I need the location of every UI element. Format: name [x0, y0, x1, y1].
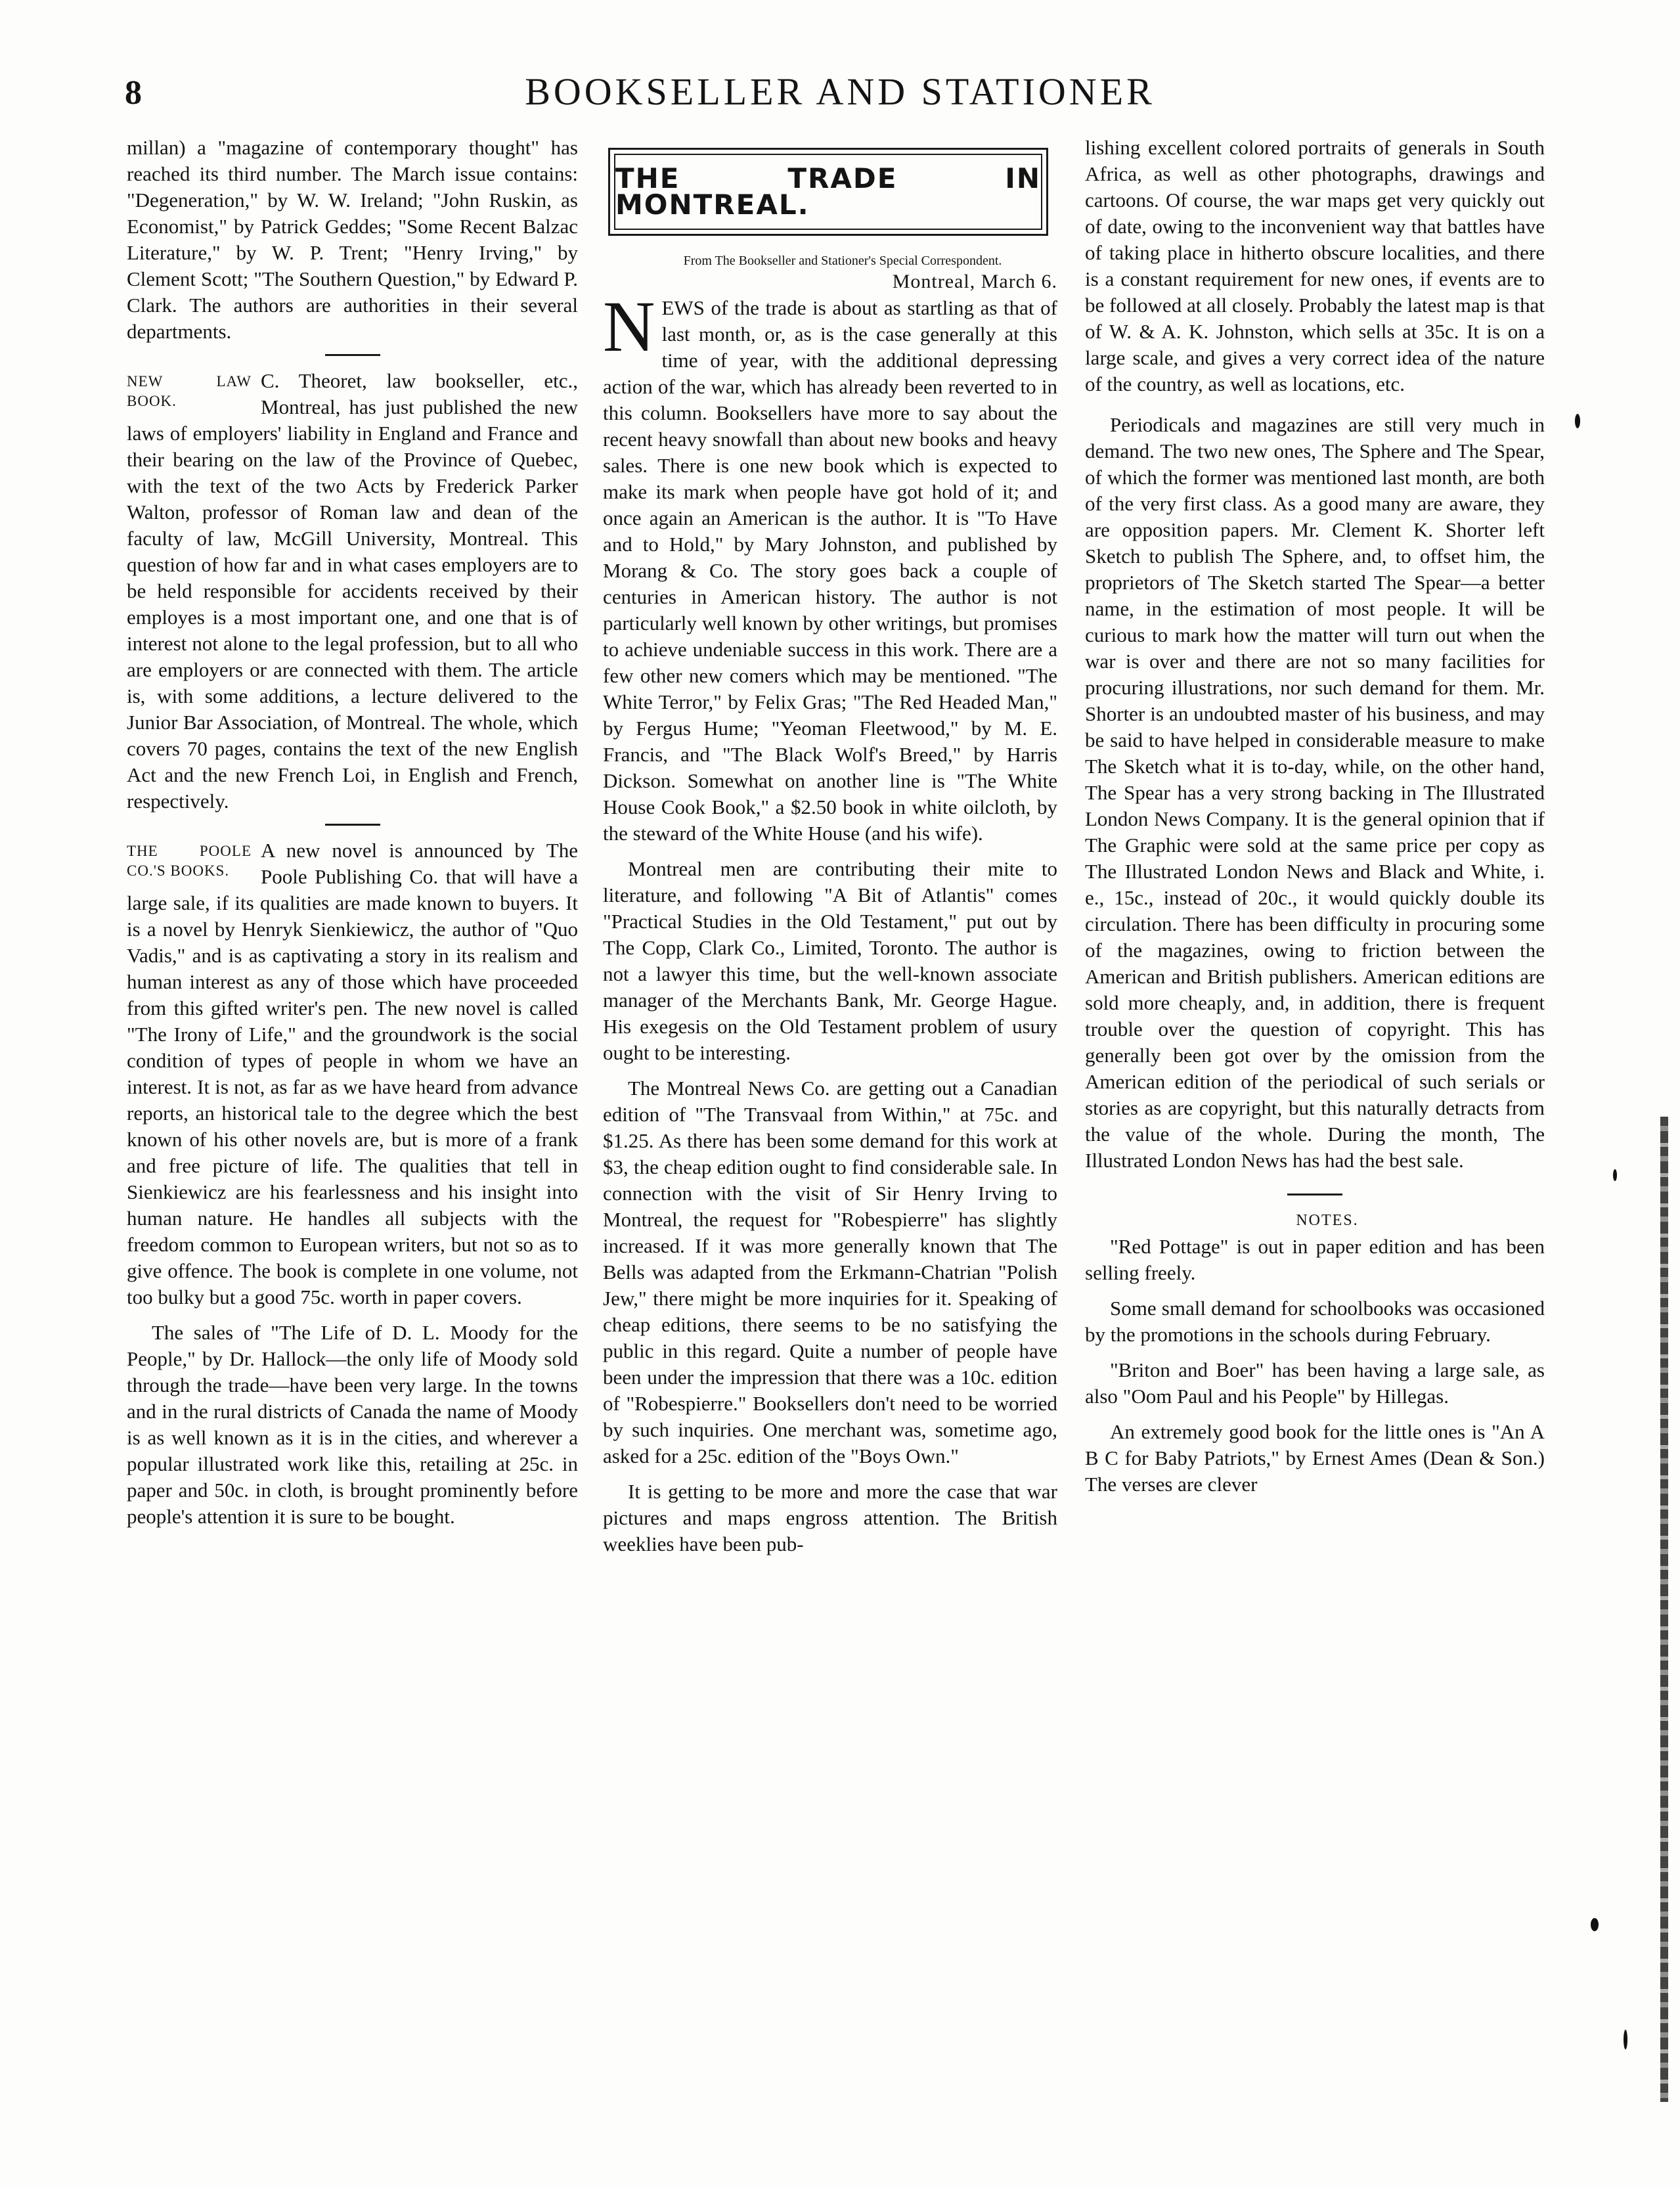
- paragraph-text: A new novel is announced by The Poole Publishing Co. that will have a large sale, if its qualities are made known to buyers. It is a novel by Henryk Sienkiewicz, the author of "Quo Vadis," and is as captivating a story in its realism and human interest as any of those which have proceeded from this gifted writer's pen. The new novel is called "The Irony of Life," and the groundwork is the social condition of types of people in whom we have an interest. It is not, as far as we have heard from advance reports, an historical tale to the degree which the best known of his other novels are, but is more of a frank and free picture of life. The qualities that tell in Sienkiewicz are his fearlessness and his insight into human nature. He handles all subjects with the freedom common to European writers, but not so as to give offence. The book is complete in one volume, not too bulky but a good 75c. worth in paper covers.: [127, 839, 578, 1308]
- divider-rule: [1287, 1194, 1342, 1195]
- column-left: [127, 135, 578, 1530]
- paragraph: The Montreal News Co. are getting out a Canadian edition of "The Transvaal from Within," at 75c. and $1.25. As there has been some demand for this work at $3, the cheap edition ought to find considerable sale. In connection with the visit of Sir Henry Irving to Montreal, the request for "Robespierre" has slightly increased. If it was more generally known that The Bells was adapted from the Erkmann-Chatrian "Polish Jew," there might be more inquiries for it. Speaking of cheap editions, there seems to be no satisfying the public in this regard. Quite a number of people have been under the impression that there was a 10c. edition of "Robespierre." Booksellers don't need to be worried by such inquiries. One merchant was, sometime ago, asked for a 25c. edition of the "Boys Own.": [603, 1077, 1057, 1467]
- scan-speck: [1613, 1169, 1617, 1181]
- note-paragraph: "Briton and Boer" has been having a large sale, as also "Oom Paul and his People" by Hillegas.: [1085, 1358, 1545, 1408]
- side-heading-new-law-book: NEW LAW BOOK.: [127, 373, 252, 409]
- column-right: [1085, 135, 1545, 1498]
- paragraph: The sales of "The Life of D. L. Moody for the People," by Dr. Hallock—the only life of Moody sold through the trade—have been very large. In the towns and in the rural districts of Canada the name of Moody is as well known as it is in the cities, and wherever a popular illustrated work like this, retailing at 25c. in paper and 50c. in cloth, is brought prominently before people's attention it is sure to be bought.: [127, 1321, 578, 1528]
- drop-cap: N: [603, 286, 655, 367]
- article-headline: THE TRADE IN MONTREAL.: [614, 154, 1042, 230]
- note-paragraph: "Red Pottage" is out in paper edition and has been selling freely.: [1085, 1235, 1545, 1284]
- divider-rule: [325, 824, 380, 826]
- scan-speck: [1624, 2030, 1627, 2049]
- byline: From The Bookseller and Stationer's Special Correspondent.: [683, 254, 1002, 268]
- side-heading-poole-books: THE POOLE CO.'S BOOKS.: [127, 843, 252, 879]
- column-middle: [603, 135, 1057, 1557]
- page-number: 8: [125, 74, 142, 112]
- paragraph: [127, 837, 578, 1310]
- scan-speck: [1575, 414, 1580, 428]
- paragraph-text: C. Theoret, law bookseller, etc., Montreal, has just published the new laws of employers' liability in England and France and their bearing on the law of the Province of Quebec, with the text of the two Acts by Frederick Parker Walton, professor of Roman law and dean of the faculty of law, McGill University, Montreal. This question of how far and in what cases employers are to be held responsible for accidents received by their employes is a most important one, and one that is of interest not alone to the legal profession, but to all who are employers or are connected with them. The article is, with some additions, a lecture delivered to the Junior Bar Association, of Montreal. The whole, which covers 70 pages, contains the text of the new English Act and the new French Loi, in English and French, respectively.: [127, 369, 578, 813]
- paragraph: millan) a "magazine of contemporary thought" has reached its third number. The March issue contains: "Degeneration," by W. W. Ireland; "John Ruskin, as Economist," by Patrick Geddes; "Some Recent Balzac Literature," by W. P. Trent; "Henry Irving," by Clement Scott; "The Southern Question," by Edward P. Clark. The authors are authorities in their several departments.: [127, 136, 578, 343]
- running-title: BOOKSELLER AND STATIONER: [525, 70, 1155, 113]
- paragraph: Periodicals and magazines are still very much in demand. The two new ones, The Sphere and The Spear, of which the former was mentioned last month, are both of the very first class. As a good many are aware, they are opposition papers. Mr. Clement K. Shorter left Sketch to publish The Sphere, and, to offset him, the proprietors of The Sketch started The Spear—a better name, in the estimation of most people. It will be curious to mark how the matter will turn out when the war is over and there are not so many facilities for procuring illustrations, nor such demand for them. Mr. Shorter is an undoubted master of his business, and may be said to have helped in considerable measure to make The Sketch what it is to-day, while, on the other hand, The Spear has a very strong backing in The Illustrated London News Company. It is the general opinion that if The Graphic were sold at the same price per copy as The Illustrated London News and Black and White, i. e., 15c., instead of 20c., it would quickly double its circulation. There has been difficulty in procuring some of the magazines, owing to friction between the American and British publishers. American editions are sold more cheaply, and, in addition, there is frequent trouble over the question of copyright. This has generally been got over by the omission from the American edition of the periodical of such serials or stories as are copyright, but this naturally detracts from the value of the whole. During the month, The Illustrated London News has had the best sale.: [1085, 413, 1545, 1172]
- scan-edge-artifact: [1660, 1117, 1668, 2102]
- paragraph: lishing excellent colored portraits of generals in South Africa, as well as other photographs, drawings and cartoons. Of course, the war maps get very quickly out of date, owing to the inconvenient way that battles have of taking place in hitherto obscure localities, and there is a constant requirement for new ones, if events are to be followed at all closely. Probably the latest map is that of W. & A. K. Johnston, which sells at 35c. It is on a large scale, and gives a very correct idea of the nature of the country, as well as locations, etc.: [1085, 136, 1545, 395]
- note-paragraph: An extremely good book for the little ones is "An A B C for Baby Patriots," by Ernest Ames (Dean & Son.) The verses are clever: [1085, 1420, 1545, 1496]
- dateline: Montreal, March 6.: [892, 271, 1057, 292]
- scan-speck: [1591, 1918, 1599, 1931]
- notes-heading: NOTES.: [1296, 1212, 1359, 1229]
- note-paragraph: Some small demand for schoolbooks was occasioned by the promotions in the schools during February.: [1085, 1297, 1545, 1346]
- divider-rule: [325, 354, 380, 356]
- paragraph: [127, 368, 578, 815]
- paragraph: [603, 286, 1057, 847]
- paragraph: Montreal men are contributing their mite to literature, and following "A Bit of Atlantis" comes "Practical Studies in the Old Testament," put out by The Copp, Clark Co., Limited, Toronto. The author is not a lawyer this time, but the well-known associate manager of the Merchants Bank, Mr. George Hague. His exegesis on the Old Testament problem of usury ought to be interesting.: [603, 857, 1057, 1064]
- headline-box: [608, 148, 1048, 236]
- paragraph: It is getting to be more and more the case that war pictures and maps engross attention. The British weeklies have been pub-: [603, 1480, 1057, 1555]
- paragraph-text: EWS of the trade is about as startling as that of last month, or, as is the case generally at this time of year, with the additional depressing action of the war, which has already been reverted to in this column. Booksellers have more to say about the recent heavy snowfall than about new books and heavy sales. There is one new book which is expected to make its mark when people have got hold of it; and once again an American is the author. It is "To Have and to Hold," by Mary Johnston, and published by Morang & Co. The story goes back a couple of centuries in American history. The author is not particularly well known by other writings, but promises to achieve undeniable success in this work. There are a few other new comers which may be mentioned. "The White Terror," by Felix Gras; "The Red Headed Man," by Fergus Hume; "Yeoman Fleetwood," by M. E. Francis, and "The Black Wolf's Breed," by Harris Dickson. Somewhat on another line is "The White House Cook Book," a $2.50 book in white oilcloth, by the steward of the White House (and his wife).: [603, 296, 1057, 845]
